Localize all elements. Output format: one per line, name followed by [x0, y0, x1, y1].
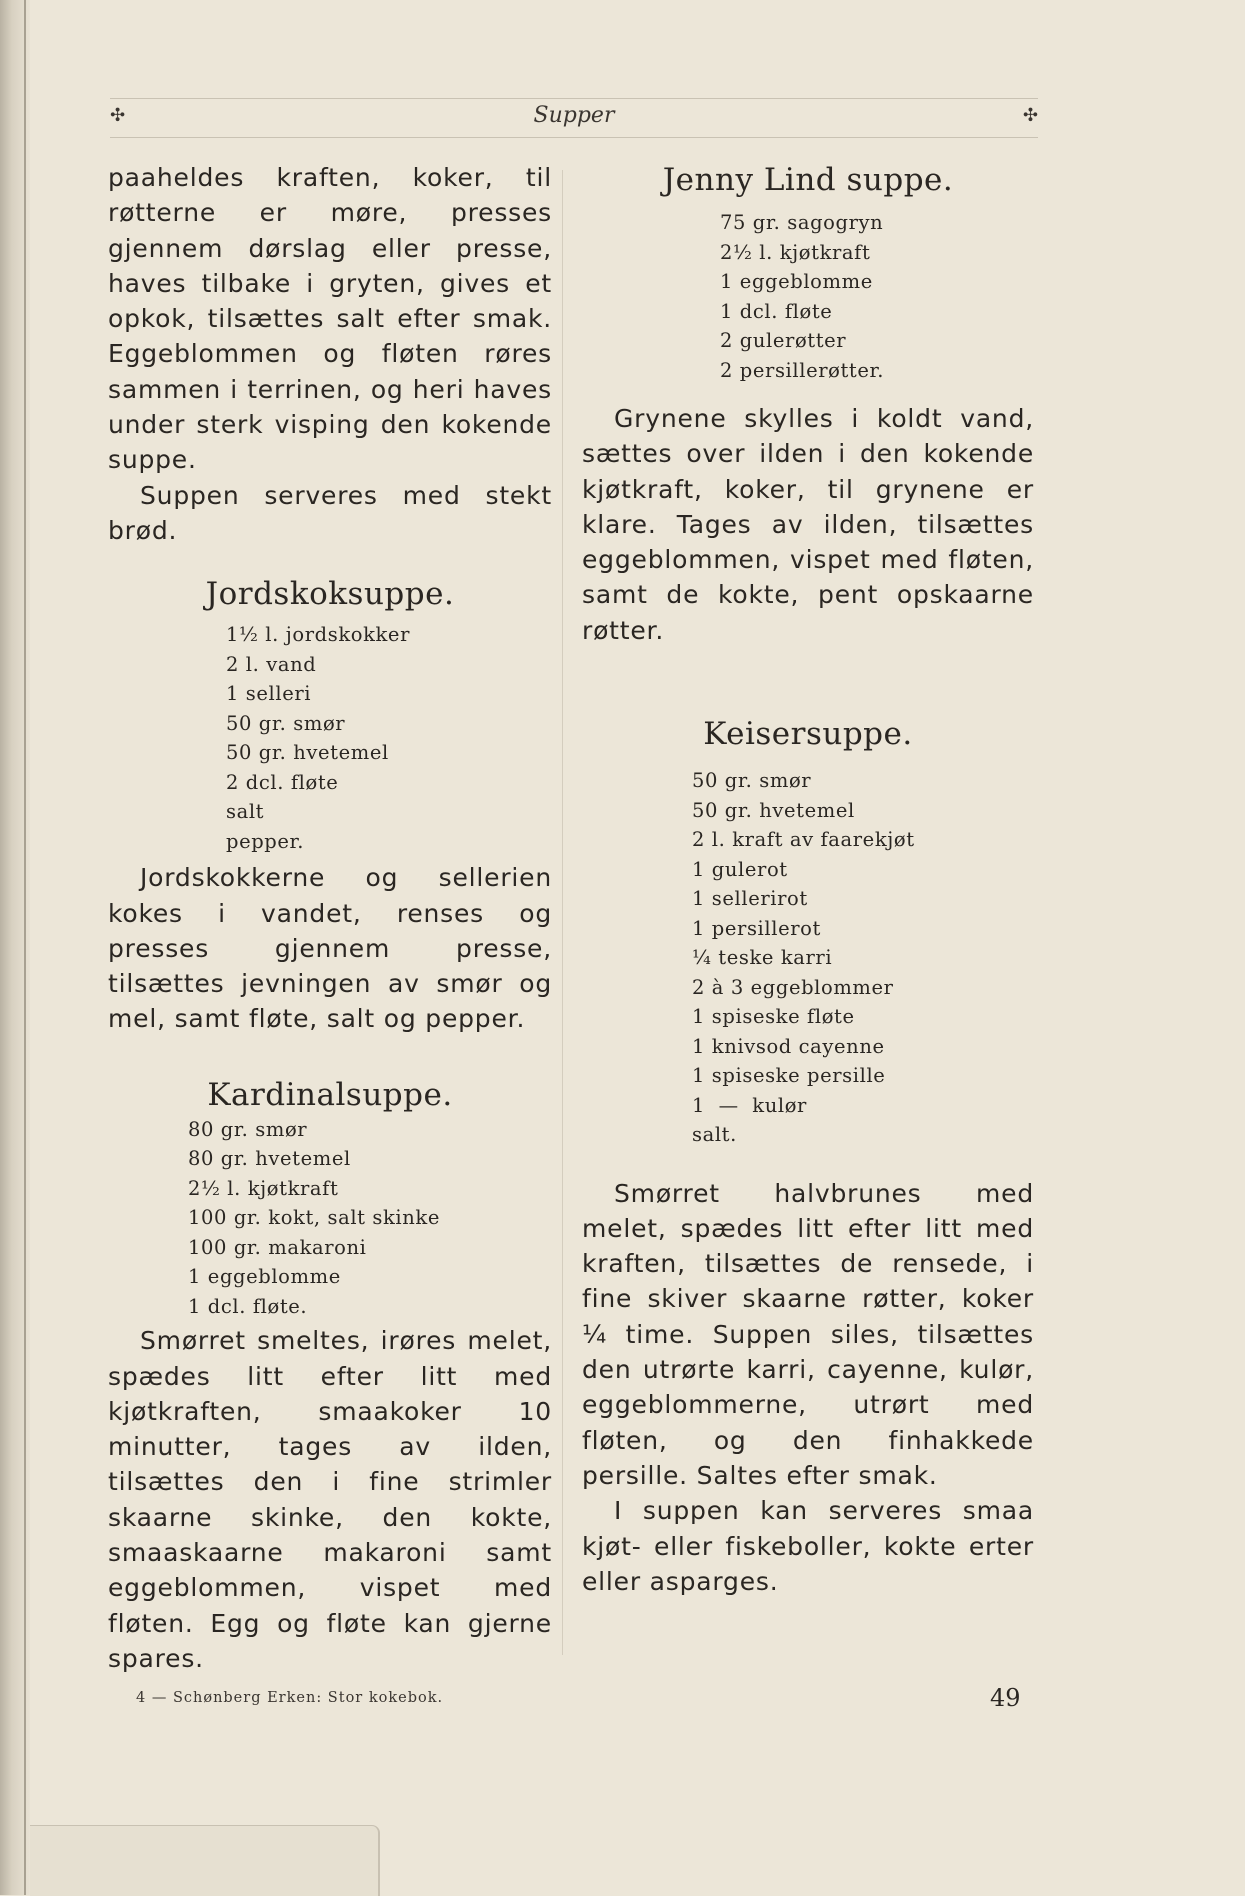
- ingredient-item: 1½ l. jordskokker: [226, 623, 410, 647]
- page-number: 49: [990, 1684, 1021, 1712]
- ingredient-item: 2 persillerøtter.: [720, 358, 885, 382]
- ingredient-item: 2½ l. kjøtkraft: [720, 240, 871, 264]
- ingredient-item: 1 selleri: [226, 682, 312, 706]
- signature-line: 4 — Schønberg Erken: Stor kokebok.: [136, 1690, 444, 1706]
- ingredient-item: 1 gulerot: [692, 857, 788, 881]
- ingredient-item: 2 gulerøtter: [720, 329, 847, 352]
- ingredient-item: 2 à 3 eggeblommer: [692, 975, 894, 999]
- jordskoksuppe-ingredients: [108, 620, 552, 856]
- ingredient-item: 75 gr. sagogryn: [720, 211, 884, 234]
- jenny-lind-suppe-method: Grynene skylles i koldt vand, sættes over ilden i den kokende kjøtkraft, koker, til grynene er klare. Tages av ilden, tilsættes eggeblommen, vispet med fløten, samt de kokte, pent opskaarne røtter.: [582, 404, 1034, 645]
- ingredient-item: 1 knivsod cayenne: [692, 1034, 885, 1058]
- ingredient-item: 1 spiseske fløte: [692, 1005, 855, 1029]
- ingredient-item: 100 gr. makaroni: [188, 1235, 367, 1259]
- left-ornament-icon: ✣: [110, 105, 126, 126]
- running-header-title: Supper: [533, 103, 615, 128]
- ingredient-item: 50 gr. hvetemel: [226, 741, 389, 765]
- keisersuppe-ingredients: [582, 766, 1034, 1150]
- right-ornament-icon: ✣: [1022, 105, 1038, 126]
- ingredient-item: 80 gr. smør: [188, 1117, 308, 1141]
- kardinalsuppe-title: Kardinalsuppe.: [207, 1076, 453, 1113]
- keisersuppe-serving-note: I suppen kan serveres smaa kjøt- eller fiskeboller, kokte erter eller asparges.: [582, 1496, 1034, 1596]
- ingredient-item: salt.: [692, 1123, 737, 1147]
- ingredient-item: pepper.: [226, 829, 305, 853]
- ingredient-item: 50 gr. hvetemel: [692, 798, 855, 822]
- ingredient-item: 50 gr. smør: [692, 769, 812, 793]
- ingredient-item: 1 sellerirot: [692, 887, 808, 911]
- ingredient-item: 2 l. vand: [226, 652, 317, 676]
- right-column: [582, 160, 1034, 1599]
- ingredient-item: 2½ l. kjøtkraft: [188, 1176, 339, 1200]
- kardinalsuppe-method: Smørret smeltes, irøres melet, spædes litt efter litt med kjøtkraften, smaakoker 10 minutter, tages av ilden, tilsættes den i fine strimler skaarne skinke, den kokte, smaaskaarne makaroni samt eggeblommen, vispet med fløten. Egg og fløte kan gjerne spares.: [108, 1326, 552, 1673]
- ingredient-item: ¼ teske karri: [692, 946, 833, 970]
- ingredient-item: salt: [226, 800, 265, 824]
- jenny-lind-suppe-ingredients: [582, 208, 1034, 385]
- ingredient-item: 1 spiseske persille: [692, 1064, 886, 1088]
- jordskoksuppe-method: Jordskokkerne og sellerien kokes i vandet, renses og presses gjennem presse, tilsættes jevningen av smør og mel, samt fløte, salt og pepper.: [108, 863, 552, 1034]
- jordskoksuppe-title: Jordskoksuppe.: [205, 576, 455, 613]
- keisersuppe-title: Keisersuppe.: [703, 716, 913, 753]
- ingredient-item: 1 eggeblomme: [188, 1265, 341, 1289]
- ingredient-item: 2 dcl. fløte: [226, 770, 339, 794]
- jenny-lind-suppe-title: Jenny Lind suppe.: [662, 162, 954, 198]
- ingredient-item: 80 gr. hvetemel: [188, 1147, 351, 1171]
- ingredient-item: 1 eggeblomme: [720, 270, 873, 293]
- keisersuppe-method: Smørret halvbrunes med melet, spædes litt efter litt med kraften, tilsættes de rensede, i fine skiver skaarne røtter, koker ¼ time. Suppen siles, tilsættes den utrørte karri, cayenne, kulør, eggeblommerne, utrørt med fløten, og den finhakkede persille. Saltes efter smak.: [582, 1178, 1034, 1490]
- ingredient-item: 1 persillerot: [692, 916, 821, 940]
- intro-paragraph: paaheldes kraften, koker, til røtterne er møre, presses gjennem dørslag eller presse, haves tilbake i gryten, gives et opkok, tilsættes salt efter smak. Eggeblommen og fløten røres sammen i terrinen, og heri haves under sterk visping den kokende suppe.: [108, 163, 552, 475]
- page-corner-tab: [30, 1825, 380, 1896]
- ingredient-item: 100 gr. kokt, salt skinke: [188, 1206, 440, 1230]
- left-column: [108, 160, 552, 1676]
- column-divider: [562, 170, 563, 1655]
- ingredient-item: 1 dcl. fløte.: [188, 1294, 308, 1318]
- intro-serving-note: Suppen serveres med stekt brød.: [108, 480, 552, 545]
- ingredient-item: 50 gr. smør: [226, 711, 346, 735]
- kardinalsuppe-ingredients: [108, 1115, 552, 1322]
- ingredient-item: 1 — kulør: [692, 1093, 807, 1117]
- ingredient-item: 2 l. kraft av faarekjøt: [692, 828, 915, 852]
- ingredient-item: 1 dcl. fløte: [720, 299, 833, 323]
- running-header: [110, 98, 1038, 138]
